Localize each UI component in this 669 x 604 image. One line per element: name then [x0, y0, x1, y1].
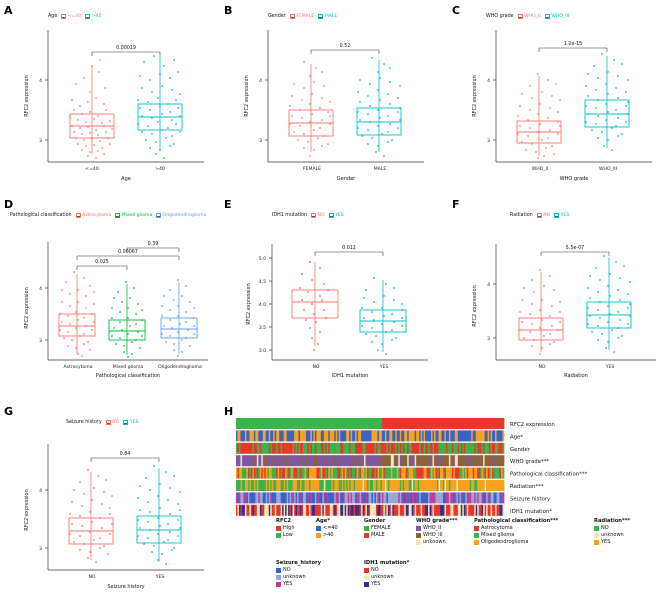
legend-swatch-icon — [364, 533, 369, 538]
axis-g — [24, 444, 204, 590]
legend-row — [276, 532, 295, 538]
x-tick-label: WHO_III — [599, 167, 617, 172]
legend-title: WHO grade — [486, 14, 514, 19]
panel-label-a: A — [4, 4, 13, 17]
legend-item-label: unknown — [423, 539, 446, 545]
legend-swatch-icon — [364, 568, 369, 573]
heatmap-legend-rfc2 — [276, 518, 295, 538]
heatmap-cell — [503, 430, 505, 441]
legend-swatch-icon — [115, 213, 120, 218]
legend-panel-b — [268, 14, 337, 19]
legend-item-label: FEMALE — [371, 525, 391, 531]
legend-swatch-icon — [416, 526, 421, 531]
x-tick-label: YES — [605, 365, 615, 370]
y-tick-label: 3.5 — [258, 326, 266, 331]
legend-row — [316, 532, 338, 538]
panel-label-g: G — [4, 405, 14, 418]
legend-swatch-icon — [554, 213, 559, 218]
legend-key-label: <=40 — [67, 14, 82, 19]
heatmap-cell — [503, 468, 505, 479]
x-tick-label: Oligodendroglioma — [158, 365, 202, 370]
heatmap-legend-seizure — [276, 560, 321, 587]
points-group-2 — [137, 55, 181, 159]
heatmap-cell — [503, 505, 505, 516]
legend-key-label: Oligodendroglioma — [162, 213, 207, 218]
legend-title: Seizure history — [66, 420, 102, 425]
box-group-2 — [360, 280, 406, 352]
legend-item-label: Astrocytoma — [481, 525, 513, 531]
heatmap-legend-idh1 — [364, 560, 409, 587]
points-group-1 — [299, 261, 329, 351]
pvalue-label: 0.39 — [147, 242, 159, 247]
heatmap-row-label: Seizure history — [510, 496, 551, 503]
legend-swatch-icon — [276, 568, 281, 573]
y-tick-label: 3 — [487, 139, 490, 144]
box-group-1 — [292, 262, 338, 346]
pvalue-label: 0.025 — [95, 260, 109, 265]
legend-item-label: WHO_II — [423, 525, 442, 531]
legend-row — [594, 525, 630, 531]
legend-swatch-icon — [85, 14, 90, 19]
legend-key — [318, 14, 337, 19]
legend-row — [474, 525, 558, 531]
axis-b — [244, 30, 424, 182]
legend-swatch-icon — [594, 526, 599, 531]
x-axis-title: Age — [121, 176, 131, 182]
legend-row — [594, 539, 630, 545]
y-axis-title: RFC2 expression — [244, 75, 250, 117]
boxplot-c — [452, 22, 666, 190]
legend-key-label: FEMALE — [296, 14, 315, 19]
box-group-1 — [519, 272, 563, 352]
legend-key-label: YES — [129, 420, 139, 425]
legend-swatch-icon — [316, 533, 321, 538]
legend-swatch-icon — [276, 533, 281, 538]
x-tick-label: NO — [88, 575, 96, 580]
legend-title: Gender — [268, 14, 286, 19]
box-group-2 — [357, 60, 401, 152]
heatmap-row-label: Gender — [510, 446, 530, 453]
plot-panel-a — [4, 22, 218, 190]
legend-key-label: Astrocytoma — [82, 213, 112, 218]
y-tick-label: 3 — [39, 139, 42, 144]
legend-title: Pathological classification — [10, 213, 72, 218]
legend-swatch-icon — [474, 526, 479, 531]
legend-key-label: NO — [112, 420, 120, 425]
legend-swatch-icon — [416, 533, 421, 538]
legend-key — [554, 213, 569, 218]
heatmap-cell — [503, 480, 505, 491]
legend-row — [364, 581, 409, 587]
pvalue-label: 1.2e-15 — [563, 42, 583, 47]
legend-panel-a — [48, 14, 102, 19]
legend-swatch-icon — [276, 582, 281, 587]
points-group-1 — [69, 59, 113, 159]
y-axis-title: RFC2 expression — [472, 285, 478, 327]
legend-item-label: MALE — [371, 532, 385, 538]
legend-row — [364, 574, 409, 580]
boxplot-b — [224, 22, 438, 190]
legend-item-label: unknown — [283, 574, 306, 580]
legend-key — [156, 213, 206, 218]
legend-key-label: MALE — [324, 14, 338, 19]
panel-label-h: H — [224, 405, 234, 418]
pvalue-label: 0.00067 — [118, 250, 138, 255]
legend-key-label: YES — [335, 213, 344, 218]
heatmap-row-label: WHO grade*** — [510, 459, 550, 466]
heatmap-legend-who-grade — [416, 518, 457, 545]
legend-item-label: WHO_III — [423, 532, 443, 538]
legend-key — [311, 213, 325, 218]
legend-row — [364, 525, 391, 531]
y-tick-label: 4 — [39, 489, 42, 494]
pvalue-label: 0.52 — [339, 44, 351, 49]
x-tick-label: Astrocytoma — [63, 365, 93, 370]
x-tick-label: MALE — [373, 167, 387, 172]
heatmap-legend-pathological — [474, 518, 558, 545]
x-axis-title: Pathological classification — [95, 373, 161, 379]
plot-panel-g — [4, 428, 218, 600]
pvalue-label: 5.5e-07 — [565, 246, 585, 251]
legend-item-label: NO — [283, 567, 291, 573]
y-tick-label: 3 — [39, 547, 42, 552]
legend-swatch-icon — [545, 14, 550, 19]
x-tick-label: NO — [312, 365, 320, 370]
plot-panel-d — [4, 222, 218, 392]
x-axis-title: Gender — [336, 176, 356, 182]
panel-label-c: C — [452, 4, 461, 17]
legend-title: Radiation*** — [594, 518, 631, 524]
box-group-1 — [69, 472, 113, 560]
legend-swatch-icon — [364, 526, 369, 531]
legend-row — [276, 574, 321, 580]
legend-key-label: Mixed glioma — [121, 213, 153, 218]
box-group-2 — [109, 284, 145, 355]
panel-label-b: B — [224, 4, 233, 17]
legend-key — [537, 213, 551, 218]
legend-key — [85, 14, 101, 19]
y-axis-title: RFC2 expression — [24, 489, 30, 531]
legend-item-label: Low — [283, 532, 293, 538]
legend-title: Gender — [364, 518, 386, 524]
legend-item-label: unknown — [601, 532, 624, 538]
legend-row — [364, 567, 409, 573]
legend-swatch-icon — [316, 526, 321, 531]
legend-swatch-icon — [106, 420, 111, 425]
boxplot-g — [4, 428, 218, 600]
heatmap-cell — [503, 492, 505, 503]
plot-panel-c — [452, 22, 666, 190]
legend-key — [329, 213, 344, 218]
y-tick-label: 3 — [487, 337, 490, 342]
legend-item-label: <=40 — [323, 525, 338, 531]
legend-key — [61, 14, 81, 19]
panel-label-f: F — [452, 198, 460, 211]
legend-swatch-icon — [518, 14, 523, 19]
y-tick-label: 4 — [39, 287, 42, 292]
x-tick-label: WHO_II — [531, 167, 549, 172]
legend-row — [276, 525, 295, 531]
legend-swatch-icon — [276, 575, 281, 580]
heatmap-row-label: IDH1 mutation* — [510, 508, 553, 515]
legend-row — [416, 525, 457, 531]
legend-key — [518, 14, 541, 19]
heatmap-cell — [503, 443, 505, 454]
legend-item-label: Mixed glioma — [481, 532, 515, 538]
legend-title: IDH1 mutation* — [364, 560, 410, 566]
axis-e — [246, 244, 428, 379]
legend-key-label: >40 — [91, 14, 102, 19]
y-tick-label: 4.5 — [258, 280, 266, 285]
legend-title: RFC2 — [276, 518, 291, 524]
x-tick-label: NO — [538, 365, 546, 370]
heatmap-grid — [232, 414, 668, 534]
legend-swatch-icon — [474, 533, 479, 538]
y-axis-title: RFC2 expression — [24, 287, 30, 329]
legend-key — [115, 213, 152, 218]
legend-key — [545, 14, 569, 19]
legend-item-label: YES — [601, 539, 611, 545]
y-tick-label: 4 — [39, 79, 42, 84]
legend-swatch-icon — [594, 533, 599, 538]
legend-key-label: WHO_II — [524, 14, 541, 19]
legend-row — [276, 581, 321, 587]
legend-swatch-icon — [594, 540, 599, 545]
legend-swatch-icon — [156, 213, 161, 218]
y-tick-label: 3 — [259, 139, 262, 144]
legend-item-label: Oligodendroglioma — [481, 539, 529, 545]
legend-swatch-icon — [364, 575, 369, 580]
pvalue-bracket-c — [539, 41, 607, 52]
x-axis-title: IDH1 mutation — [331, 373, 369, 379]
legend-key-label: WHO_III — [551, 14, 570, 19]
legend-item-label: YES — [371, 581, 381, 587]
pvalue-bracket-g — [91, 451, 159, 462]
legend-title: WHO grade*** — [416, 518, 458, 524]
legend-swatch-icon — [123, 420, 128, 425]
x-tick-label: FEMALE — [302, 167, 322, 172]
legend-item-label: NO — [601, 525, 609, 531]
pvalue-bracket-d-3 — [77, 249, 179, 260]
heatmap-legend-age — [316, 518, 338, 538]
legend-title: Radiation — [510, 213, 533, 218]
legend-swatch-icon — [364, 582, 369, 587]
legend-key-label: NO — [543, 213, 551, 218]
axis-f — [472, 244, 656, 379]
x-axis-title: Seizure history — [107, 584, 145, 590]
legend-panel-d — [10, 213, 206, 218]
box-group-1 — [289, 64, 333, 152]
axis-d — [24, 242, 208, 379]
y-tick-label: 3.0 — [258, 349, 266, 354]
pvalue-label: 0.012 — [342, 246, 356, 251]
x-tick-label: Mixed glioma — [112, 365, 144, 370]
legend-swatch-icon — [474, 540, 479, 545]
pvalue-bracket-d-1 — [77, 259, 127, 270]
legend-title: Seizure_history — [276, 560, 321, 566]
legend-item-label: NO — [371, 567, 379, 573]
heatmap-cell — [503, 455, 505, 466]
plot-panel-f — [452, 222, 666, 392]
pvalue-bracket-e — [315, 245, 383, 256]
legend-panel-g — [66, 420, 138, 425]
y-tick-label: 5.0 — [258, 257, 266, 262]
heatmap-row-label: RFC2 expression — [510, 422, 555, 428]
plot-panel-e — [224, 222, 438, 392]
legend-swatch-icon — [61, 14, 66, 19]
legend-panel-e — [272, 213, 344, 218]
pvalue-bracket-f — [541, 245, 609, 256]
box-group-1 — [70, 66, 114, 154]
axis-a — [24, 30, 204, 182]
heatmap-row-label: Radiation*** — [510, 484, 544, 490]
legend-row — [416, 532, 457, 538]
pvalue-bracket-b — [311, 43, 379, 54]
y-tick-label: 4.0 — [258, 303, 266, 308]
legend-key — [123, 420, 138, 425]
points-group-2 — [361, 277, 403, 355]
legend-item-label: High — [283, 525, 295, 531]
legend-title: Pathological classification*** — [474, 518, 559, 524]
x-tick-label: YES — [379, 365, 389, 370]
panel-label-d: D — [4, 198, 14, 211]
boxplot-a — [4, 22, 218, 190]
box-group-1 — [517, 76, 561, 156]
heatmap-row-label: Age* — [510, 434, 524, 441]
boxplot-e — [224, 222, 438, 392]
heatmap-cell — [503, 418, 505, 429]
box-group-2 — [587, 258, 631, 350]
box-group-3 — [161, 282, 197, 354]
legend-row — [276, 567, 321, 573]
legend-key — [290, 14, 315, 19]
legend-row — [594, 532, 630, 538]
boxplot-f — [452, 222, 666, 392]
y-tick-label: 3 — [39, 339, 42, 344]
legend-swatch-icon — [290, 14, 295, 19]
legend-row — [474, 532, 558, 538]
x-tick-label: >40 — [155, 167, 165, 172]
legend-swatch-icon — [76, 213, 81, 218]
heatmap-row-label: Pathological classification*** — [510, 471, 588, 478]
y-axis-title: RFC2 expression — [246, 283, 252, 325]
box-group-2 — [138, 56, 182, 150]
heatmap-legend-gender — [364, 518, 391, 538]
heatmap-legend-radiation — [594, 518, 630, 545]
x-axis-title: WHO grade — [559, 176, 589, 182]
legend-item-label: unknown — [371, 574, 394, 580]
legend-swatch-icon — [537, 213, 542, 218]
plot-panel-b — [224, 22, 438, 190]
legend-row — [474, 539, 558, 545]
y-tick-label: 4 — [487, 283, 490, 288]
legend-swatch-icon — [416, 540, 421, 545]
legend-item-label: >40 — [323, 532, 334, 538]
legend-row — [316, 525, 338, 531]
legend-swatch-icon — [276, 526, 281, 531]
legend-swatch-icon — [329, 213, 334, 218]
pvalue-bracket-a — [92, 45, 160, 56]
legend-panel-f — [510, 213, 569, 218]
legend-key-label: NO — [317, 213, 325, 218]
x-tick-label: YES — [155, 575, 165, 580]
x-tick-label: <=40 — [85, 167, 99, 172]
legend-title: Age — [48, 14, 58, 19]
legend-swatch-icon — [318, 14, 323, 19]
y-tick-label: 4 — [487, 79, 490, 84]
legend-title: IDH1 mutation — [272, 213, 308, 218]
panel-label-e: E — [224, 198, 232, 211]
legend-title: Age* — [316, 518, 330, 524]
y-tick-label: 4 — [259, 79, 262, 84]
legend-key-label: YES — [560, 213, 570, 218]
pvalue-label: 0.00019 — [116, 46, 136, 51]
legend-key — [76, 213, 112, 218]
points-group-1 — [519, 269, 561, 355]
pvalue-label: 0.84 — [119, 452, 131, 457]
x-axis-title: Radiation — [564, 373, 588, 379]
legend-row — [364, 532, 391, 538]
boxplot-d — [4, 222, 218, 392]
points-group-1 — [289, 61, 331, 157]
legend-panel-c — [486, 14, 569, 19]
legend-key — [106, 420, 120, 425]
legend-item-label: YES — [283, 581, 293, 587]
legend-row — [416, 539, 457, 545]
legend-swatch-icon — [311, 213, 316, 218]
y-axis-title: RFC2 expression — [472, 75, 478, 117]
y-axis-title: RFC2 expression — [24, 75, 30, 117]
